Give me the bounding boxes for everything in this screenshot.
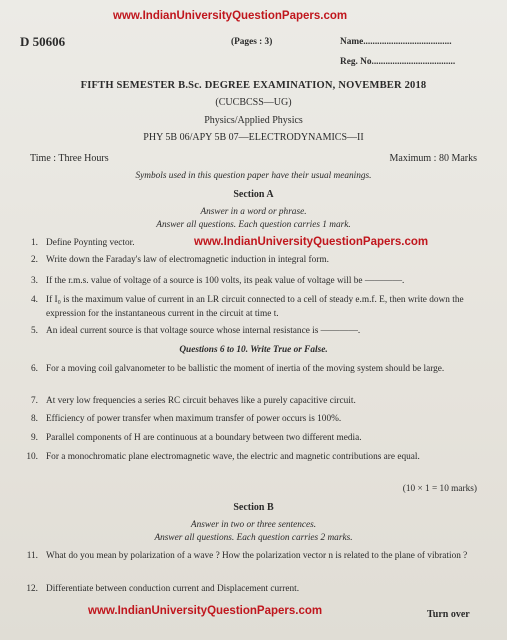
question-11 [16, 550, 481, 564]
question-2 [16, 254, 481, 268]
question-number: 4. [31, 295, 38, 305]
turn-over: Turn over [427, 609, 470, 620]
section-a-marks: (10 × 1 = 10 marks) [402, 484, 477, 494]
question-text: For a monochromatic plane electromagnetic wave, the electric and magnetic contributions are equal. [46, 452, 420, 462]
question-number: 11. [26, 551, 38, 561]
question-8 [16, 413, 481, 427]
question-number: 9. [31, 433, 38, 443]
question-number: 3. [31, 276, 38, 286]
exam-time: Time : Three Hours [30, 153, 109, 164]
question-12 [16, 583, 481, 597]
question-text: Parallel components of H are continuous at a boundary between two different media. [46, 433, 362, 443]
watermark-top: www.IndianUniversityQuestionPapers.com [113, 10, 348, 22]
question-text: At very low frequencies a series RC circuit behaves like a purely capacitive circuit. [46, 396, 356, 406]
question-5 [16, 325, 481, 339]
question-text: Write down the Faraday's law of electromagnetic induction in integral form. [46, 255, 329, 265]
question-number: 10. [26, 452, 38, 462]
question-text: Efficiency of power transfer when maximum transfer of power occurs is 100%. [46, 414, 342, 424]
question-9 [16, 432, 481, 446]
section-b-title: Section B [233, 502, 274, 513]
exam-title: FIFTH SEMESTER B.Sc. DEGREE EXAMINATION, NOVEMBER 2018 [80, 80, 427, 91]
section-a-title: Section A [233, 189, 274, 200]
name-field: Name...................................... [340, 37, 452, 47]
question-text: What do you mean by polarization of a wave ? How the polarization vector n is related to the plane of vibration ? [46, 551, 468, 561]
exam-subject: Physics/Applied Physics [204, 115, 303, 126]
question-text: For a moving coil galvanometer to be ballistic the moment of inertia of the moving system should be large. [46, 364, 445, 374]
question-number: 1. [31, 238, 38, 248]
watermark-bottom: www.IndianUniversityQuestionPapers.com [88, 605, 323, 617]
section-b-instruction-1: Answer in two or three sentences. [190, 520, 317, 530]
section-a-instruction-1: Answer in a word or phrase. [200, 207, 307, 217]
section-b-instruction-2: Answer all questions. Each question carries 2 marks. [154, 533, 353, 543]
symbols-note: Symbols used in this question paper have their usual meanings. [135, 171, 372, 181]
question-3 [16, 275, 481, 289]
question-7 [16, 395, 481, 409]
question-text: If I₀ is the maximum value of current in an LR circuit connected to a cell of steady e.m.f. E, then write down the expression for the instantaneous current in the circuit at time t. [46, 295, 464, 319]
reg-no-field: Reg. No.................................... [340, 57, 456, 67]
question-text: An ideal current source is that voltage source whose internal resistance is ————. [46, 326, 361, 336]
section-a-instruction-2: Answer all questions. Each question carries 1 mark. [156, 220, 351, 230]
question-6 [16, 363, 481, 377]
exam-max-marks: Maximum : 80 Marks [389, 153, 477, 164]
question-10 [16, 451, 481, 465]
watermark-middle: www.IndianUniversityQuestionPapers.com [194, 236, 429, 248]
pages-count: (Pages : 3) [231, 37, 273, 47]
exam-scheme: (CUCBCSS—UG) [215, 97, 292, 108]
question-number: 6. [31, 364, 38, 374]
question-text: If the r.m.s. value of voltage of a source is 100 volts, its peak value of voltage will be ————. [46, 276, 405, 286]
question-number: 2. [31, 255, 38, 265]
question-text: Define Poynting vector. [46, 238, 135, 248]
question-text: Differentiate between conduction current and Displacement current. [46, 584, 300, 594]
question-number: 7. [31, 396, 38, 406]
question-number: 5. [31, 326, 38, 336]
true-false-heading: Questions 6 to 10. Write True or False. [179, 345, 328, 355]
question-4 [16, 294, 481, 321]
paper-code: D 50606 [20, 34, 66, 49]
question-number: 12. [26, 584, 38, 594]
exam-paper: PHY 5B 06/APY 5B 07—ELECTRODYNAMICS—II [143, 132, 364, 143]
question-number: 8. [31, 414, 38, 424]
